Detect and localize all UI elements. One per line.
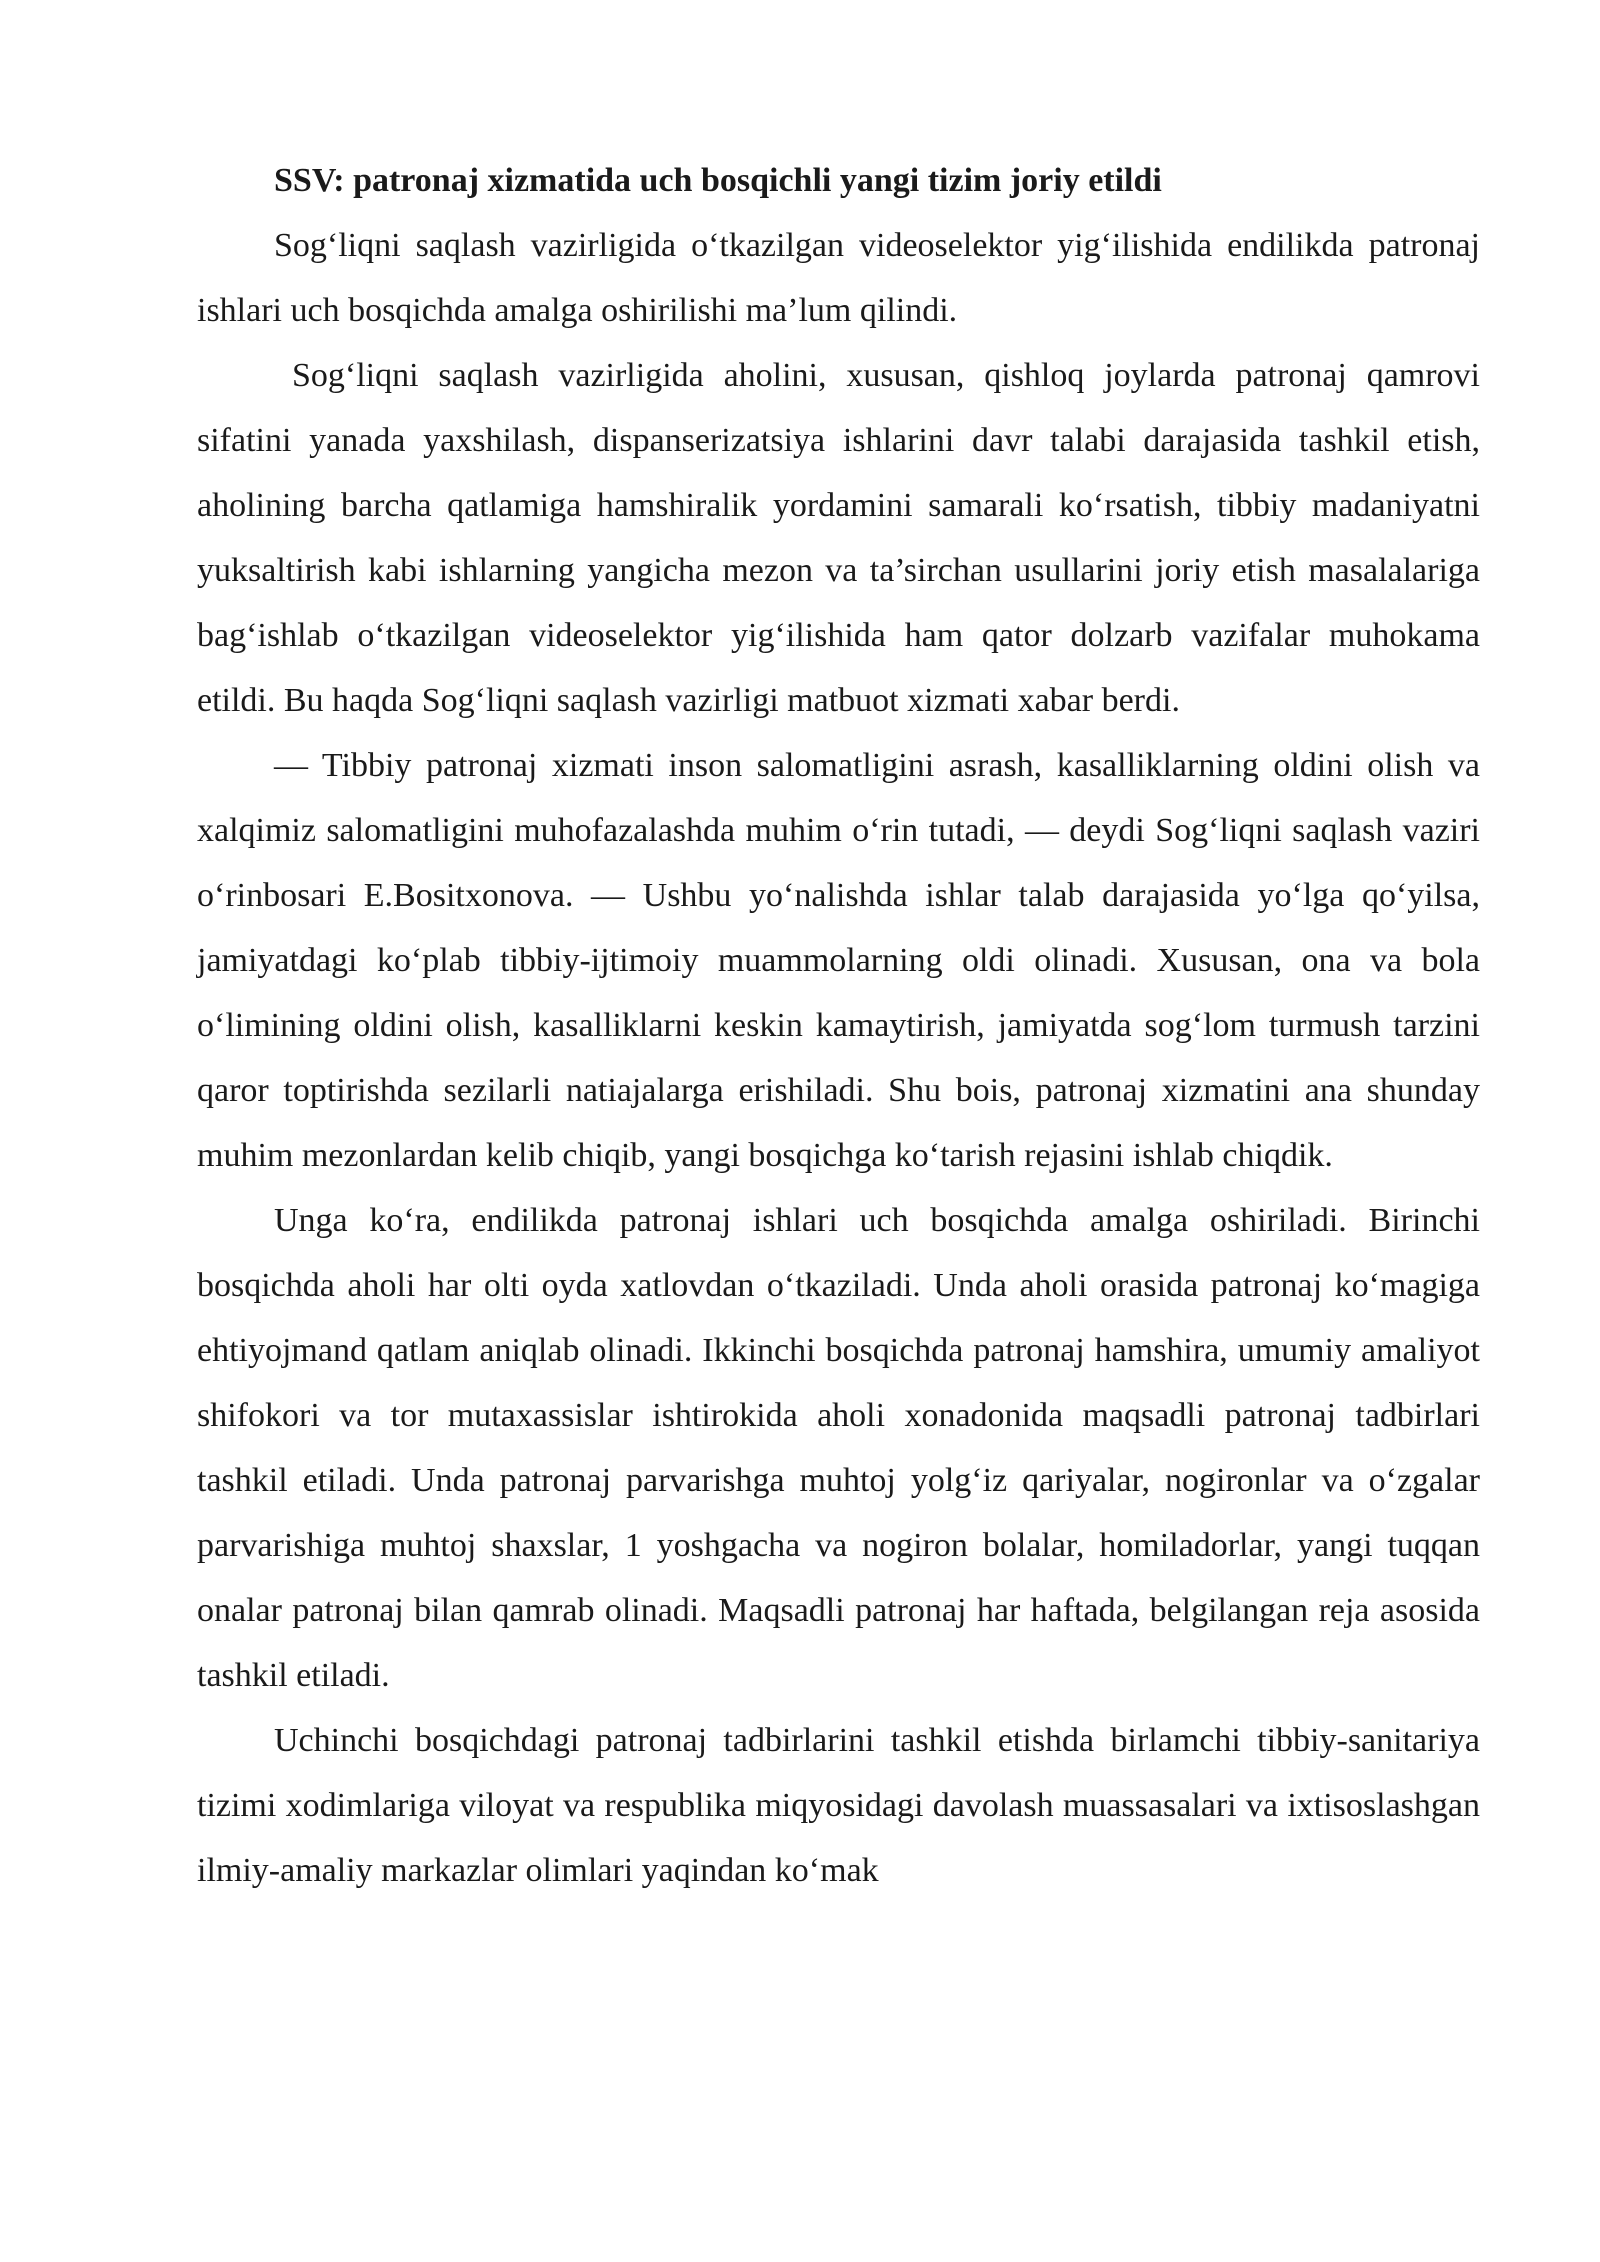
article-title: SSV: patronaj xizmatida uch bosqichli yangi tizim joriy etildi	[274, 162, 1162, 199]
paragraph-1: Sog‘liqni saqlash vazirligida o‘tkazilgan videoselektor yig‘ilishida endilikda patronaj ishlari uch bosqichda amalga oshirilishi ma’lum qilindi.	[197, 227, 1480, 329]
paragraph-5: Uchinchi bosqichdagi patronaj tadbirlarini tashkil etishda birlamchi tibbiy-sanitariya tizimi xodimlariga viloyat va respublika miqyosidagi davolash muassasalari va ixtisoslashgan ilmiy-amaliy markazlar olimlari yaqindan ko‘mak	[197, 1722, 1480, 1889]
document-page	[197, 148, 1480, 1903]
paragraph-2: Sog‘liqni saqlash vazirligida aholini, xususan, qishloq joylarda patronaj qamrovi sifatini yanada yaxshilash, dispanserizatsiya ishlarini davr talabi darajasida tashkil etish, aholining barcha qatlamiga hamshiralik yordamini samarali ko‘rsatish, tibbiy madaniyatni yuksaltirish kabi ishlarning yangicha mezon va ta’sirchan usullarini joriy etish masalalariga bag‘ishlab o‘tkazilgan videoselektor yig‘ilishida ham qator dolzarb vazifalar muhokama etildi. Bu haqda Sog‘liqni saqlash vazirligi matbuot xizmati xabar berdi.	[197, 357, 1480, 719]
paragraph-3: — Tibbiy patronaj xizmati inson salomatligini asrash, kasalliklarning oldini olish va xalqimiz salomatligini muhofazalashda muhim o‘rin tutadi, — deydi Sog‘liqni saqlash vaziri o‘rinbosari E.Bositxonova. — Ushbu yo‘nalishda ishlar talab darajasida yo‘lga qo‘yilsa, jamiyatdagi ko‘plab tibbiy-ijtimoiy muammolarning oldi olinadi. Xususan, ona va bola o‘limining oldini olish, kasalliklarni keskin kamaytirish, jamiyatda sog‘lom turmush tarzini qaror toptirishda sezilarli natiajalarga erishiladi. Shu bois, patronaj xizmatini ana shunday muhim mezonlardan kelib chiqib, yangi bosqichga ko‘tarish rejasini ishlab chiqdik.	[197, 747, 1480, 1174]
paragraph-4: Unga ko‘ra, endilikda patronaj ishlari uch bosqichda amalga oshiriladi. Birinchi bosqichda aholi har olti oyda xatlovdan o‘tkaziladi. Unda aholi orasida patronaj ko‘magiga ehtiyojmand qatlam aniqlab olinadi. Ikkinchi bosqichda patronaj hamshira, umumiy amaliyot shifokori va tor mutaxassislar ishtirokida aholi xonadonida maqsadli patronaj tadbirlari tashkil etiladi. Unda patronaj parvarishga muhtoj yolg‘iz qariyalar, nogironlar va o‘zgalar parvarishiga muhtoj shaxslar, 1 yoshgacha va nogiron bolalar, homiladorlar, yangi tuqqan onalar patronaj bilan qamrab olinadi. Maqsadli patronaj har haftada, belgilangan reja asosida tashkil etiladi.	[197, 1202, 1480, 1694]
